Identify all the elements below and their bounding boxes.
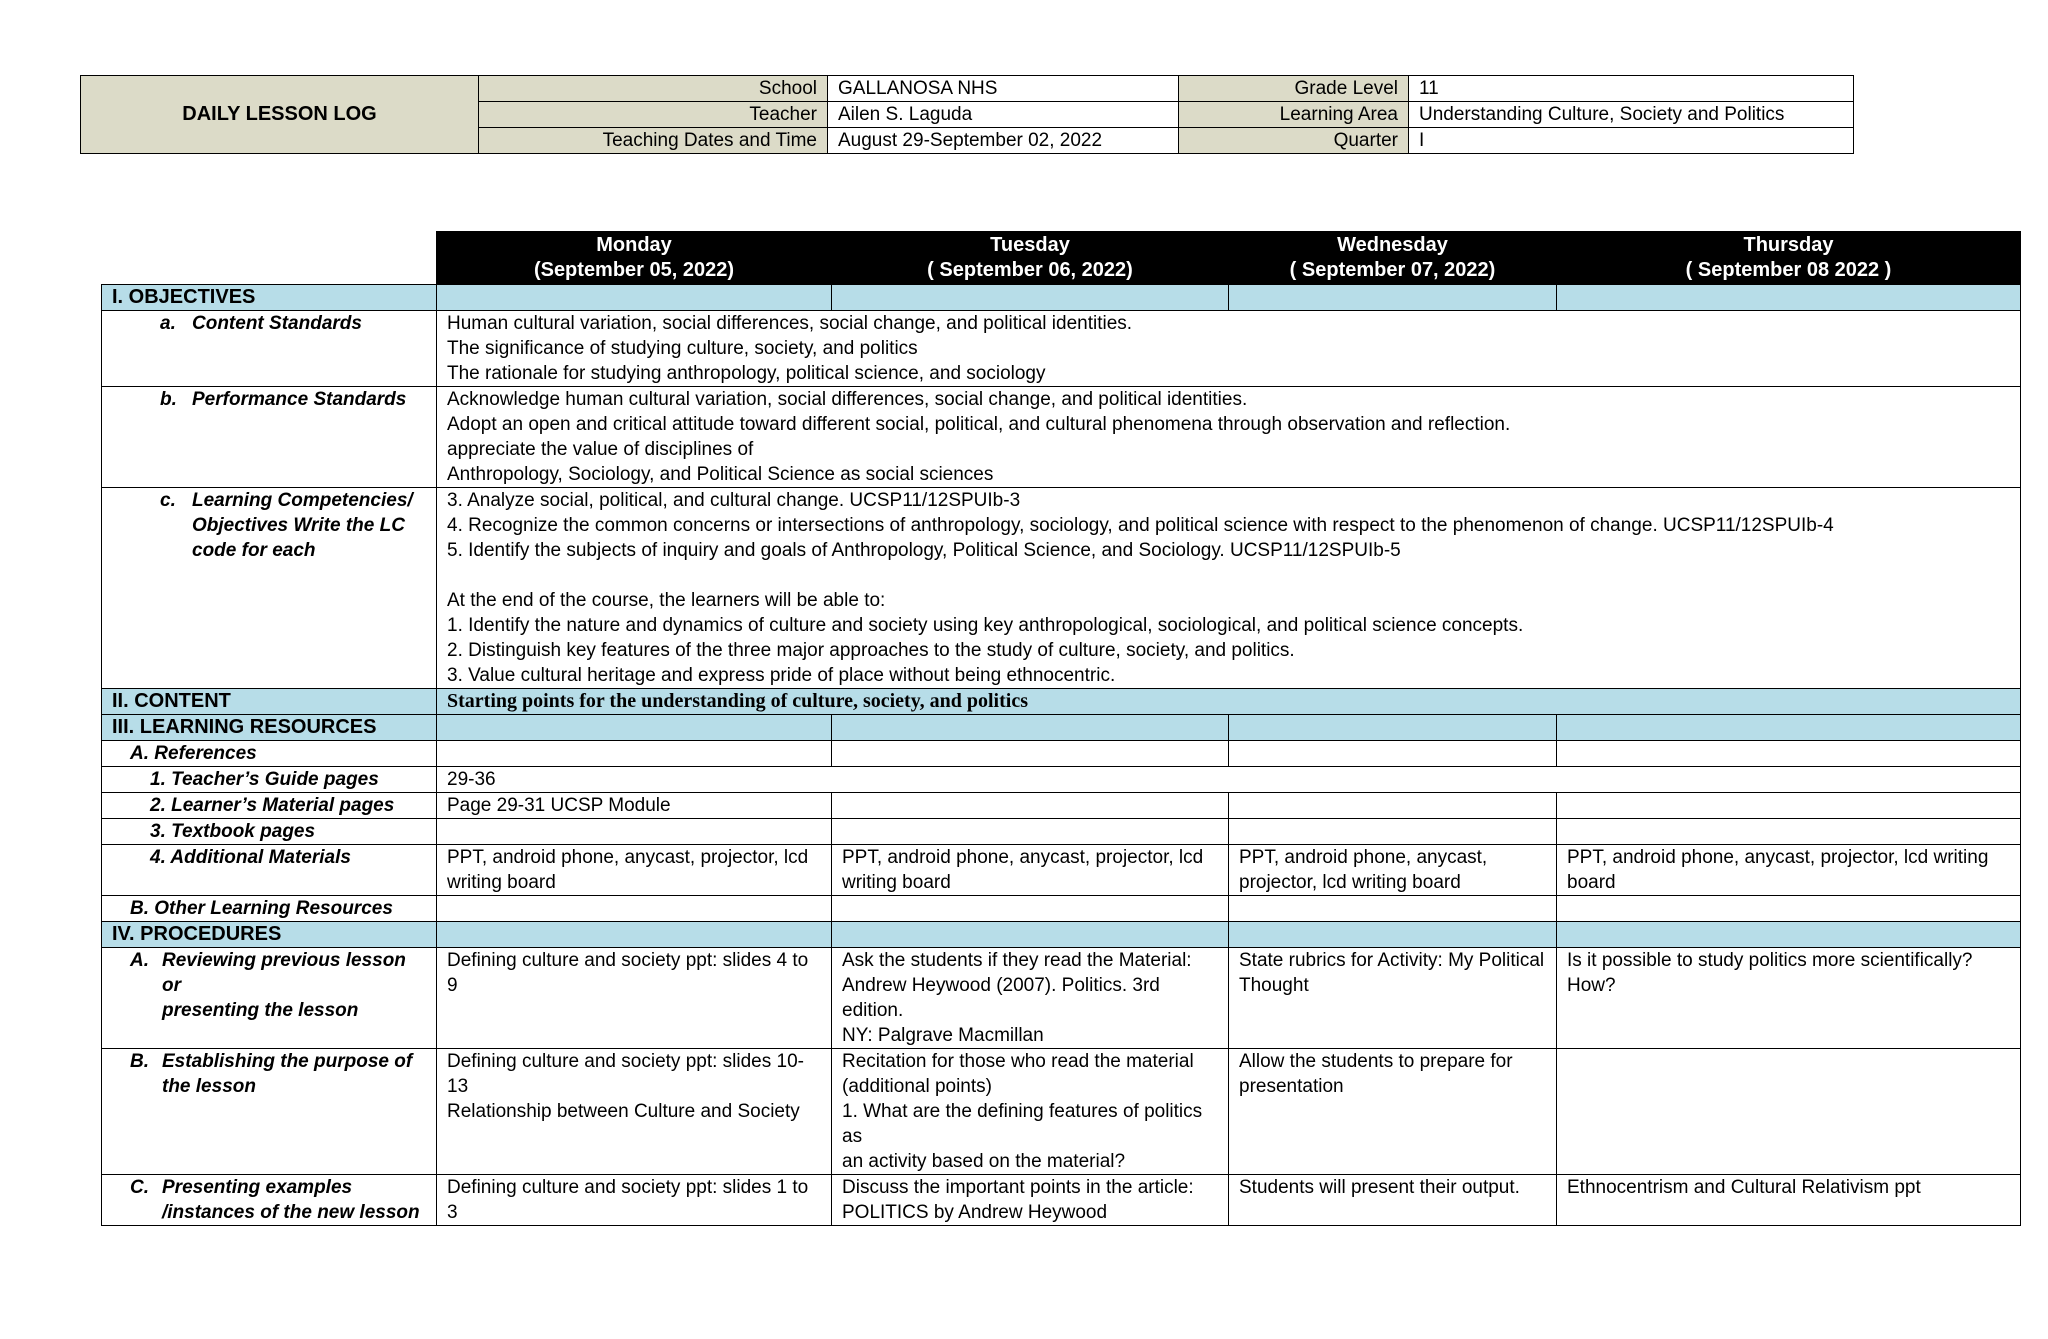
learners-material-label: 2. Learner’s Material pages	[102, 793, 437, 819]
teachers-guide-label: 1. Teacher’s Guide pages	[102, 767, 437, 793]
references-cell	[437, 741, 832, 767]
procedure-b-thursday	[1557, 1049, 2021, 1175]
content-value: Starting points for the understanding of culture, society, and politics	[437, 689, 2021, 715]
references-label: A. References	[102, 741, 437, 767]
objectives-cell	[437, 285, 832, 311]
references-cell	[832, 741, 1229, 767]
performance-standards-text: Acknowledge human cultural variation, social differences, social change, and political identities. Adopt an open and critical attitude toward different social, political, and cultural phenomena through observation and reflection. appreciate the value of disciplines of Anthropology, Sociology, and Political Science as social sciences	[437, 387, 2021, 488]
procedure-b-monday: Defining culture and society ppt: slides 10-13 Relationship between Culture and Society	[437, 1049, 832, 1175]
other-resources-label: B. Other Learning Resources	[102, 896, 437, 922]
teachers-guide-value: 29-36	[437, 767, 2021, 793]
procedure-c-thursday: Ethnocentrism and Cultural Relativism ppt	[1557, 1175, 2021, 1226]
procedure-a-thursday: Is it possible to study politics more scientifically? How?	[1557, 948, 2021, 1049]
textbook-cell	[437, 819, 832, 845]
procedure-c-monday: Defining culture and society ppt: slides 1 to 3	[437, 1175, 832, 1226]
resources-cell	[832, 715, 1229, 741]
references-cell	[1229, 741, 1557, 767]
textbook-label: 3. Textbook pages	[102, 819, 437, 845]
procedure-a-monday: Defining culture and society ppt: slides 4 to 9	[437, 948, 832, 1049]
additional-materials-label: 4. Additional Materials	[102, 845, 437, 896]
resources-cell	[1557, 715, 2021, 741]
objectives-cell	[1557, 285, 2021, 311]
day-header-wednesday: Wednesday ( September 07, 2022)	[1229, 232, 1557, 285]
performance-standards-label: b. Performance Standards	[102, 387, 437, 488]
procedure-b-label: B. Establishing the purpose of the lesson	[102, 1049, 437, 1175]
learners-material-cell	[832, 793, 1229, 819]
section-procedures: IV. PROCEDURES	[102, 922, 437, 948]
label-learning-area: Learning Area	[1179, 102, 1409, 128]
additional-thursday: PPT, android phone, anycast, projector, lcd writing board	[1557, 845, 2021, 896]
textbook-cell	[832, 819, 1229, 845]
content-standards-label: a. Content Standards	[102, 311, 437, 387]
section-learning-resources: III. LEARNING RESOURCES	[102, 715, 437, 741]
additional-monday: PPT, android phone, anycast, projector, lcd writing board	[437, 845, 832, 896]
procedures-cell	[1557, 922, 2021, 948]
value-teacher: Ailen S. Laguda	[828, 102, 1179, 128]
procedure-b-wednesday: Allow the students to prepare for presentation	[1229, 1049, 1557, 1175]
value-teaching-dates: August 29-September 02, 2022	[828, 128, 1179, 154]
other-resources-cell	[832, 896, 1229, 922]
procedure-c-tuesday: Discuss the important points in the article: POLITICS by Andrew Heywood	[832, 1175, 1229, 1226]
label-quarter: Quarter	[1179, 128, 1409, 154]
value-learning-area: Understanding Culture, Society and Politics	[1409, 102, 1854, 128]
procedure-c-label: C. Presenting examples /instances of the new lesson	[102, 1175, 437, 1226]
label-grade-level: Grade Level	[1179, 76, 1409, 102]
value-grade-level: 11	[1409, 76, 1854, 102]
other-resources-cell	[437, 896, 832, 922]
value-quarter: I	[1409, 128, 1854, 154]
section-objectives: I. OBJECTIVES	[102, 285, 437, 311]
day-header-thursday: Thursday ( September 08 2022 )	[1557, 232, 2021, 285]
learning-competencies-label: c. Learning Competencies/ Objectives Write the LC code for each	[102, 488, 437, 689]
additional-wednesday: PPT, android phone, anycast, projector, lcd writing board	[1229, 845, 1557, 896]
learning-competencies-text: 3. Analyze social, political, and cultural change. UCSP11/12SPUIb-3 4. Recognize the common concerns or intersections of anthropology, sociology, and political science with respect to the phenomenon of change. UCSP11/12SPUIb-4 5. Identify the subjects of inquiry and goals of Anthropology, Political Science, and Sociology. UCSP11/12SPUIb-5 At the end of the course, the learners will be able to: 1. Identify the nature and dynamics of culture and society using key anthropological, sociological, and political science concepts. 2. Distinguish key features of the three major approaches to the study of culture, society, and politics. 3. Value cultural heritage and express pride of place without being ethnocentric.	[437, 488, 2021, 689]
log-title: DAILY LESSON LOG	[81, 76, 479, 154]
objectives-cell	[832, 285, 1229, 311]
procedures-cell	[437, 922, 832, 948]
learners-material-monday: Page 29-31 UCSP Module	[437, 793, 832, 819]
label-teaching-dates: Teaching Dates and Time	[479, 128, 828, 154]
additional-tuesday: PPT, android phone, anycast, projector, lcd writing board	[832, 845, 1229, 896]
label-teacher: Teacher	[479, 102, 828, 128]
section-content: II. CONTENT	[102, 689, 437, 715]
textbook-cell	[1229, 819, 1557, 845]
day-header-tuesday: Tuesday ( September 06, 2022)	[832, 232, 1229, 285]
procedure-a-wednesday: State rubrics for Activity: My Political Thought	[1229, 948, 1557, 1049]
learners-material-cell	[1557, 793, 2021, 819]
procedure-a-label: A. Reviewing previous lesson or presenting the lesson	[102, 948, 437, 1049]
value-school: GALLANOSA NHS	[828, 76, 1179, 102]
other-resources-cell	[1229, 896, 1557, 922]
resources-cell	[1229, 715, 1557, 741]
learners-material-cell	[1229, 793, 1557, 819]
corner-blank	[102, 232, 437, 285]
references-cell	[1557, 741, 2021, 767]
procedures-cell	[832, 922, 1229, 948]
textbook-cell	[1557, 819, 2021, 845]
day-header-monday: Monday (September 05, 2022)	[437, 232, 832, 285]
procedure-b-tuesday: Recitation for those who read the material (additional points) 1. What are the defining features of politics as an activity based on the material?	[832, 1049, 1229, 1175]
procedures-cell	[1229, 922, 1557, 948]
resources-cell	[437, 715, 832, 741]
objectives-cell	[1229, 285, 1557, 311]
header-table	[80, 75, 1854, 154]
procedure-c-wednesday: Students will present their output.	[1229, 1175, 1557, 1226]
procedure-a-tuesday: Ask the students if they read the Material: Andrew Heywood (2007). Politics. 3rd edition. NY: Palgrave Macmillan	[832, 948, 1229, 1049]
label-school: School	[479, 76, 828, 102]
content-standards-text: Human cultural variation, social differences, social change, and political identities. The significance of studying culture, society, and politics The rationale for studying anthropology, political science, and sociology	[437, 311, 2021, 387]
other-resources-cell	[1557, 896, 2021, 922]
lesson-table	[101, 231, 2021, 1226]
